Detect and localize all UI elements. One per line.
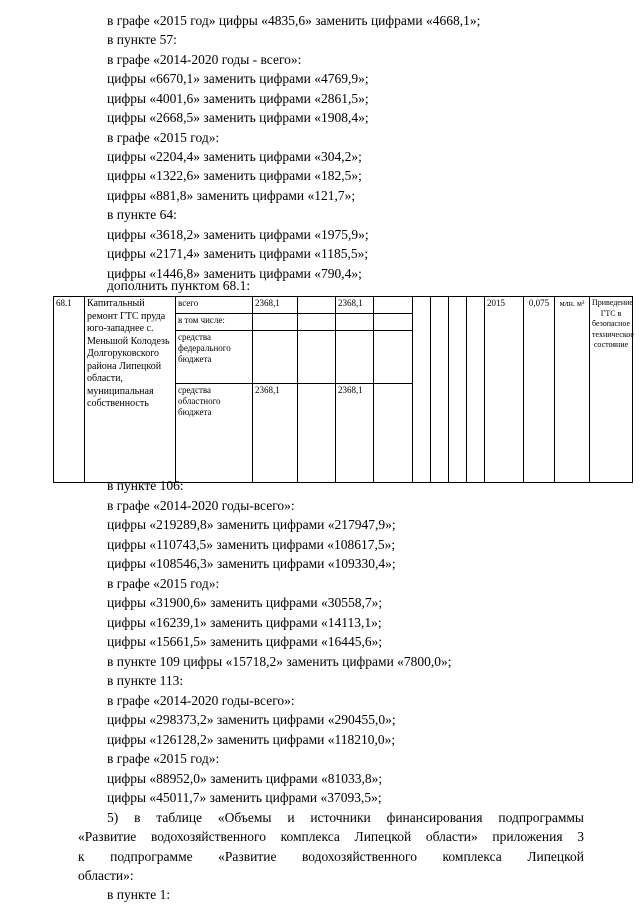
empty-cell xyxy=(374,384,413,483)
text-line: в графе «2014-2020 годы - всего»: xyxy=(107,51,302,67)
paragraph-line: к подпрограмме «Развитие водохозяйственного комплекса Липецкой xyxy=(78,848,584,864)
text-line: цифры «219289,8» заменить цифрами «217947,9»; xyxy=(107,517,396,532)
paragraph-line: «Развитие водохозяйственного комплекса Липецкой области» приложения 3 xyxy=(78,829,584,844)
text-line: в пункте 57: xyxy=(107,32,177,47)
year-2015-cell: 2368,1 xyxy=(336,384,374,483)
text-line: цифры «16239,1» заменить цифрами «14113,1»; xyxy=(107,614,382,630)
total-cell xyxy=(253,331,298,384)
text-line: цифры «6670,1» заменить цифрами «4769,9»; xyxy=(107,71,369,86)
source-cell: средства областного бюджета xyxy=(176,384,253,483)
text-line: цифры «1322,6» заменить цифрами «182,5»; xyxy=(107,168,362,183)
empty-cell xyxy=(298,384,336,483)
empty-cell xyxy=(467,297,485,483)
total-cell xyxy=(253,314,298,331)
year-cell: 2015 xyxy=(485,297,524,483)
text-line: в пункте 1: xyxy=(107,887,171,902)
empty-cell xyxy=(374,297,413,314)
text-line: в пункте 106: xyxy=(107,478,184,493)
unit-cell: млн. м³ xyxy=(555,297,590,483)
paragraph-line: области»: xyxy=(78,868,134,883)
empty-cell xyxy=(413,297,431,483)
text-line: цифры «2668,5» заменить цифрами «1908,4»; xyxy=(107,110,369,125)
empty-cell xyxy=(298,331,336,384)
text-line: в пункте 109 цифры «15718,2» заменить цифрами «7800,0»; xyxy=(107,653,452,669)
text-line: цифры «1446,8» заменить цифрами «790,4»; xyxy=(107,265,362,281)
text-line: цифры «126128,2» заменить цифрами «118210,0»; xyxy=(107,731,396,747)
text-line: цифры «108546,3» заменить цифрами «109330,4»; xyxy=(107,556,396,571)
text-line: в пункте 64: xyxy=(107,207,177,222)
text-line: в графе «2015 год»: xyxy=(107,129,220,145)
text-line: цифры «4001,6» заменить цифрами «2861,5»; xyxy=(107,90,369,106)
year-2015-cell xyxy=(336,314,374,331)
empty-cell xyxy=(298,297,336,314)
text-line: в пункте 113: xyxy=(107,673,184,688)
text-line: цифры «110743,5» заменить цифрами «108617,5»; xyxy=(107,536,396,552)
result-cell: Приведение ГТС в безопасное техническое состояние xyxy=(590,297,633,483)
text-line: в графе «2015 год» цифры «4835,6» заменить цифрами «4668,1»; xyxy=(107,13,481,28)
text-line: цифры «2171,4» заменить цифрами «1185,5»; xyxy=(107,246,369,261)
program-table xyxy=(53,296,633,483)
total-cell: 2368,1 xyxy=(253,384,298,483)
text-line: цифры «3618,2» заменить цифрами «1975,9»; xyxy=(107,226,369,242)
text-line: цифры «88952,0» заменить цифрами «81033,8»; xyxy=(107,770,383,786)
text-line: цифры «881,8» заменить цифрами «121,7»; xyxy=(107,187,356,203)
text-line: цифры «31900,6» заменить цифрами «30558,7»; xyxy=(107,595,383,610)
text-line: цифры «45011,7» заменить цифрами «37093,5»; xyxy=(107,790,382,805)
empty-cell xyxy=(298,314,336,331)
empty-cell xyxy=(374,314,413,331)
year-2015-cell: 2368,1 xyxy=(336,297,374,314)
text-line: цифры «2204,4» заменить цифрами «304,2»; xyxy=(107,149,362,164)
indicator-cell: 0,075 xyxy=(524,297,555,483)
row-number: 68.1 xyxy=(54,297,85,483)
empty-cell xyxy=(431,297,449,483)
source-cell: в том числе: xyxy=(176,314,253,331)
year-2015-cell xyxy=(336,331,374,384)
text-line: в графе «2015 год»: xyxy=(107,575,220,591)
empty-cell xyxy=(449,297,467,483)
paragraph-line xyxy=(107,808,584,827)
object-name: Капитальный ремонт ГТС пруда юго-западнее с. Меньшой Колодезь Долгоруковского района Липецкой области, муниципальная собственность xyxy=(85,297,176,483)
text-line: в графе «2014-2020 годы-всего»: xyxy=(107,692,295,708)
text-line: цифры «15661,5» заменить цифрами «16445,6»; xyxy=(107,634,383,649)
text-line: в графе «2014-2020 годы-всего»: xyxy=(107,497,295,513)
source-cell: средства федерального бюджета xyxy=(176,331,253,384)
empty-cell xyxy=(374,331,413,384)
paragraph-text: 5) в таблице «Объемы и источники финансирования подпрограммы xyxy=(107,809,584,825)
text-line: дополнить пунктом 68.1: xyxy=(107,278,251,293)
text-line: цифры «298373,2» заменить цифрами «290455,0»; xyxy=(107,712,396,727)
total-cell: 2368,1 xyxy=(253,297,298,314)
text-line: в графе «2015 год»: xyxy=(107,751,220,766)
source-cell: всего xyxy=(176,297,253,314)
